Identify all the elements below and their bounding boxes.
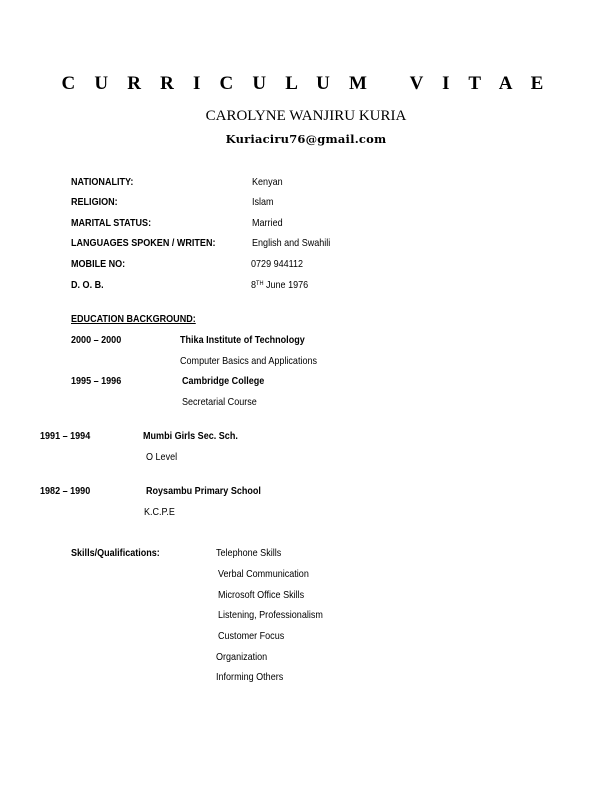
skill-item: Verbal Communication: [218, 568, 309, 580]
education-years: 1982 – 1990: [40, 485, 91, 497]
candidate-email: Kuriaciru76@gmail.com: [225, 132, 387, 146]
education-course: Secretarial Course: [182, 396, 257, 408]
nationality-value: Kenyan: [252, 176, 283, 188]
dob-label: D. O. B.: [71, 279, 104, 291]
education-years: 1995 – 1996: [71, 375, 122, 387]
skill-item: Informing Others: [216, 671, 284, 683]
education-institution: Thika Institute of Technology: [180, 334, 305, 346]
skill-item: Listening, Professionalism: [218, 609, 323, 621]
nationality-label: NATIONALITY:: [71, 176, 134, 188]
candidate-name: CAROLYNE WANJIRU KURIA: [205, 108, 407, 124]
education-course: K.C.P.E: [144, 506, 175, 518]
education-course: Computer Basics and Applications: [180, 355, 318, 367]
dob-value: 8TH June 1976: [251, 279, 309, 291]
education-course: O Level: [146, 451, 178, 463]
education-institution: Cambridge College: [182, 375, 265, 387]
religion-label: RELIGION:: [71, 196, 118, 208]
education-institution: Mumbi Girls Sec. Sch.: [143, 430, 238, 442]
mobile-label: MOBILE NO:: [71, 258, 126, 270]
education-heading: EDUCATION BACKGROUND:: [71, 313, 196, 325]
skill-item: Customer Focus: [218, 630, 285, 642]
education-years: 2000 – 2000: [71, 334, 122, 346]
marital-status-value: Married: [252, 217, 283, 229]
religion-value: Islam: [252, 196, 274, 208]
skill-item: Telephone Skills: [216, 547, 282, 559]
languages-value: English and Swahili: [252, 237, 331, 249]
skill-item: Organization: [216, 651, 268, 663]
skill-item: Microsoft Office Skills: [218, 589, 305, 601]
languages-label: LANGUAGES SPOKEN / WRITEN:: [71, 237, 216, 249]
skills-label: Skills/Qualifications:: [71, 547, 160, 559]
marital-status-label: MARITAL STATUS:: [71, 217, 152, 229]
education-years: 1991 – 1994: [40, 430, 91, 442]
mobile-value: 0729 944112: [251, 258, 304, 270]
document-title: C U R R I C U L U M V I T A E: [61, 73, 551, 94]
education-institution: Roysambu Primary School: [146, 485, 261, 497]
